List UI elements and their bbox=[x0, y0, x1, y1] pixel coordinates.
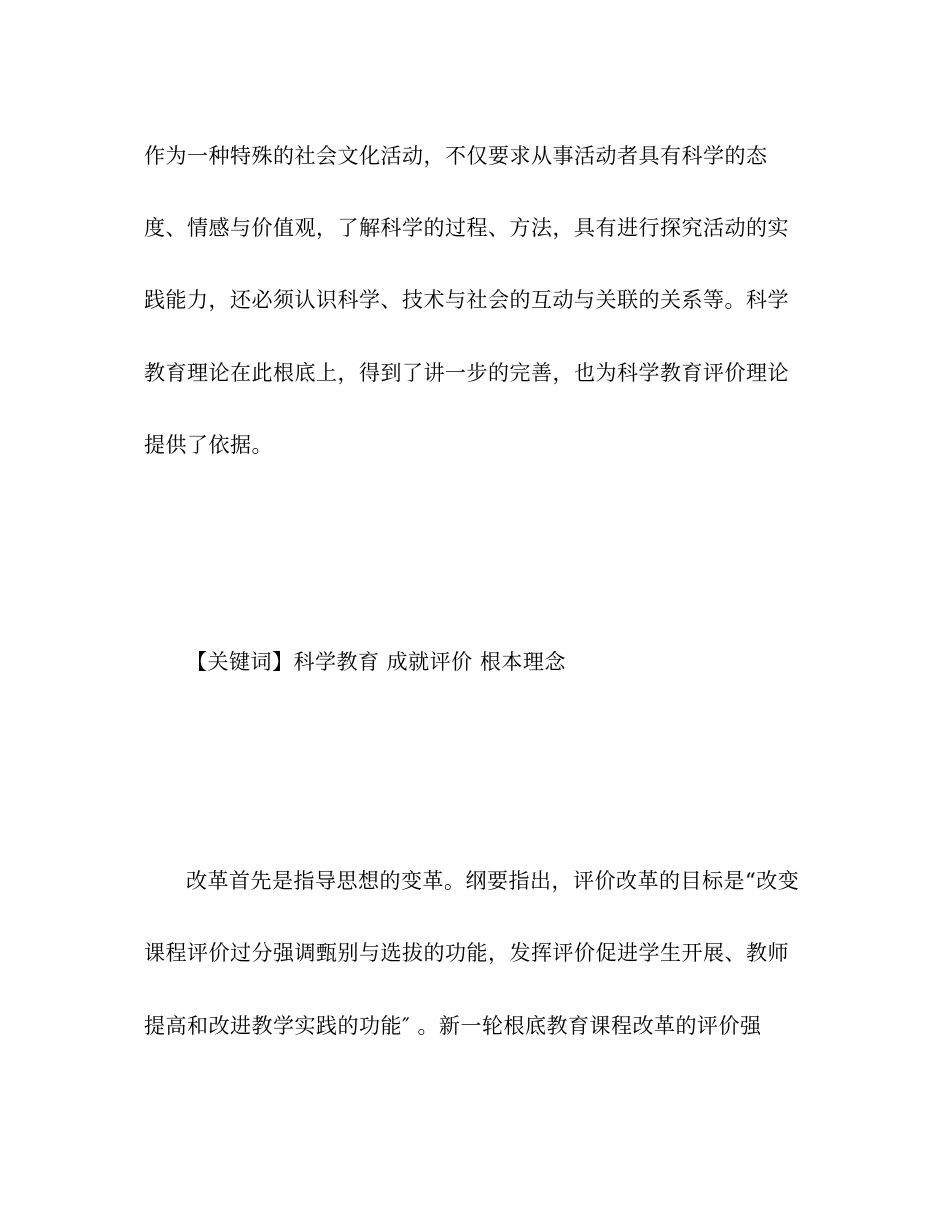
keywords-line: 【关键词】科学教育 成就评价 根本理念 bbox=[186, 650, 566, 674]
paragraph-2-line-1: 改革首先是指导思想的变革。纲要指出，评价改革的目标是“改变 bbox=[186, 869, 800, 893]
paragraph-1-line-4: 教育理论在此根底上，得到了讲一步的完善，也为科学教育评价理论 bbox=[144, 361, 789, 385]
paragraph-1-line-2: 度、情感与价值观，了解科学的过程、方法，具有进行探究活动的实 bbox=[144, 216, 789, 240]
paragraph-2-line-2: 课程评价过分强调甄别与选拔的功能，发挥评价促进学生开展、教师 bbox=[144, 941, 789, 965]
paragraph-2-line-3: 提高和改进教学实践的功能″ 。新一轮根底教育课程改革的评价强 bbox=[144, 1014, 762, 1038]
paragraph-1-line-5: 提供了依据。 bbox=[144, 433, 273, 457]
paragraph-1-line-1: 作为一种特殊的社会文化活动，不仅要求从事活动者具有科学的态 bbox=[144, 144, 768, 168]
paragraph-1-line-3: 践能力，还必须认识科学、技术与社会的互动与关联的关系等。科学 bbox=[144, 288, 789, 312]
